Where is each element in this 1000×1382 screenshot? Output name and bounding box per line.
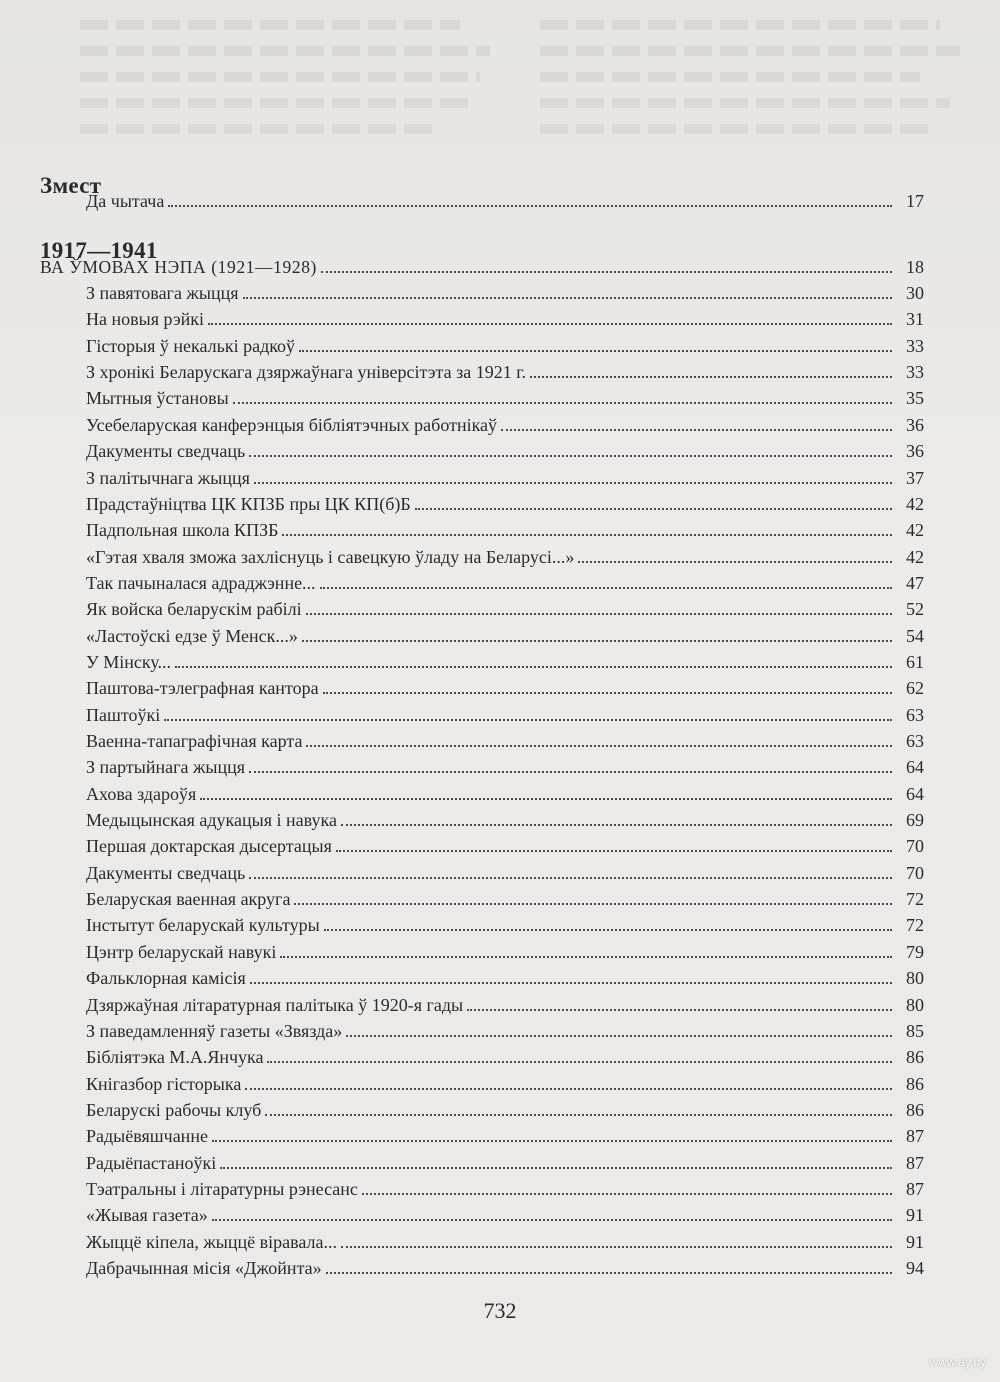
dot-leader	[280, 956, 892, 958]
dot-leader	[415, 508, 892, 510]
toc-entry-title: Бібліятэка М.А.Янчука	[86, 1047, 264, 1068]
toc-entry-page: 42	[906, 520, 924, 541]
toc-entry-page: 91	[906, 1231, 924, 1252]
toc-entry-title: Дзяржаўная літаратурная палітыка ў 1920-я гады	[86, 994, 464, 1015]
dot-leader	[306, 613, 892, 615]
toc-entry-page: 86	[906, 1099, 924, 1120]
toc-section-page: 18	[906, 257, 924, 277]
toc-entry-title: Да чытача	[86, 191, 165, 211]
toc-entry-title: Так пачыналася адраджэнне...	[86, 572, 316, 593]
toc-entry-page: 69	[906, 810, 924, 830]
toc-entry	[86, 594, 924, 620]
page-number: 732	[483, 1298, 517, 1323]
toc-entry	[86, 752, 924, 778]
toc-entry-title: «Жывая газета»	[86, 1205, 208, 1226]
toc-entry-title: Ахова здароўя	[86, 783, 197, 804]
toc-entry	[86, 436, 924, 462]
dot-leader	[341, 824, 892, 826]
toc-entry	[86, 1148, 924, 1174]
dot-leader	[175, 666, 892, 668]
toc-entry	[86, 884, 924, 910]
toc-entry	[86, 383, 924, 409]
toc-entry-title: З партыйнага жыцця	[86, 757, 246, 778]
toc-entry-title: З палітычнага жыцця	[86, 467, 250, 488]
dot-leader	[254, 482, 892, 484]
toc-entry-title: Беларускі рабочы клуб	[86, 1099, 262, 1120]
toc-entry-title: Тэатральны і літаратурны рэнесанс	[86, 1178, 358, 1199]
toc-entry-page: 85	[906, 1020, 924, 1041]
toc-entry	[86, 1174, 924, 1200]
contents-heading: Змест	[40, 173, 102, 198]
dot-leader	[530, 376, 892, 378]
toc-entry-page: 33	[906, 362, 924, 383]
toc-entry-title: На новыя рэйкі	[86, 309, 205, 330]
toc-entry-title: Першая доктарская дысертацыя	[86, 836, 332, 857]
toc-entry-page: 61	[906, 651, 924, 672]
toc-entry	[86, 1200, 924, 1226]
toc-entry-title: Цэнтр беларускай навукі	[86, 941, 277, 962]
toc-entry	[86, 621, 924, 647]
dot-leader	[233, 402, 892, 404]
dot-leader	[168, 205, 892, 207]
dot-leader	[302, 640, 892, 642]
toc-entry	[86, 331, 924, 357]
toc-entry-title: Фальклорная камісія	[86, 968, 246, 989]
dot-leader	[299, 350, 892, 352]
dot-leader	[249, 771, 892, 773]
dot-leader	[501, 429, 892, 431]
toc-entry	[86, 1227, 924, 1253]
dot-leader	[245, 1088, 892, 1090]
dot-leader	[362, 1193, 892, 1195]
toc-entry-page: 72	[906, 889, 924, 910]
toc-entry	[86, 410, 924, 436]
bleed-through-text	[40, 0, 980, 165]
dot-leader	[265, 1114, 892, 1116]
dot-leader	[320, 587, 892, 589]
dot-leader	[346, 1035, 892, 1037]
watermark: www.ay.by	[929, 1355, 986, 1369]
toc-entry	[86, 858, 924, 884]
toc-entry	[86, 568, 924, 594]
toc-entry-title: З павятовага жыцця	[86, 283, 239, 303]
toc-entry-title: Медыцынская адукацыя і навука	[86, 810, 337, 830]
toc-entry	[86, 1253, 924, 1279]
toc-entry-title: Прадстаўніцтва ЦК КПЗБ пры ЦК КП(б)Б	[86, 493, 411, 514]
toc-entry-title: З паведамленняў газеты «Звязда»	[86, 1020, 343, 1041]
dot-leader	[212, 1140, 892, 1142]
toc-entry-page: 52	[906, 599, 924, 620]
dot-leader	[282, 534, 892, 536]
toc-entry	[86, 831, 924, 857]
toc-entry-title: «Гэтая хваля зможа захліснуць і савецкую ўладу на Беларусі...»	[86, 546, 575, 567]
toc-entry	[86, 304, 924, 330]
toc-entry-title: Як войска беларускім рабілі	[86, 599, 302, 620]
toc-entry	[86, 647, 924, 673]
toc-entry-title: «Ластоўскі едзе ў Менск...»	[86, 625, 298, 646]
toc-entry-title: З хронікі Беларускага дзяржаўнага універсітэта за 1921 г.	[86, 362, 527, 383]
dot-leader	[212, 1219, 892, 1221]
toc-entry	[86, 278, 924, 304]
dot-leader	[250, 982, 892, 984]
toc-entry-page: 36	[906, 441, 924, 462]
toc-entry-page: 37	[906, 467, 924, 488]
toc-entry-page: 64	[906, 783, 924, 804]
toc-entry	[86, 779, 924, 805]
toc-entry-page: 62	[906, 678, 924, 699]
toc-entry-title: Радыёвяшчанне	[86, 1126, 208, 1147]
toc-entry	[86, 1016, 924, 1042]
toc-entry	[86, 673, 924, 699]
dot-leader	[243, 297, 892, 299]
toc-entry	[86, 700, 924, 726]
toc-entry-title: Радыёпастаноўкі	[86, 1152, 217, 1173]
toc-entry-title: Дабрачынная місія «Джойнта»	[86, 1258, 322, 1278]
dot-leader	[294, 903, 892, 905]
toc-entry	[86, 515, 924, 541]
toc-entry	[86, 1069, 924, 1095]
dot-leader	[267, 1061, 892, 1063]
toc-entry-title: Кнігазбор гісторыка	[86, 1073, 242, 1094]
dot-leader	[249, 455, 892, 457]
toc-section-heading	[40, 252, 924, 278]
dot-leader	[578, 561, 892, 563]
toc-section-title: ВА ЎМОВАХ НЭПА (1921—1928)	[40, 257, 317, 277]
toc-entry-title: У Мінску...	[86, 651, 172, 672]
toc-entry	[86, 990, 924, 1016]
toc-entry-page: 42	[906, 546, 924, 567]
toc-entry-page: 86	[906, 1073, 924, 1094]
toc-entry	[86, 1095, 924, 1121]
toc-entry-page: 70	[906, 836, 924, 857]
dot-leader	[323, 692, 892, 694]
toc-entry-title: Падпольная школа КПЗБ	[86, 520, 279, 541]
toc-entry-title: Гісторыя ў некалькі радкоў	[86, 335, 296, 356]
toc-entry	[86, 463, 924, 489]
dot-leader	[467, 1009, 892, 1011]
toc-entry-page: 80	[906, 994, 924, 1015]
toc-entry-page: 47	[906, 572, 924, 593]
toc-entry-page: 79	[906, 941, 924, 962]
toc-entry-page: 17	[906, 191, 924, 211]
toc-entry	[86, 805, 924, 831]
toc-entry-title: Паштоўкі	[86, 704, 161, 725]
toc-entry-page: 72	[906, 915, 924, 936]
toc-entry-page: 54	[906, 625, 924, 646]
dot-leader	[249, 877, 892, 879]
toc-entry-title: Дакументы сведчаць	[86, 441, 246, 462]
dot-leader	[306, 745, 892, 747]
toc-entry	[86, 357, 924, 383]
toc-entry-title: Мытныя ўстановы	[86, 388, 229, 409]
toc-entry-title: Інстытут беларускай культуры	[86, 915, 320, 936]
toc-entry-page: 36	[906, 414, 924, 435]
toc-entry	[86, 489, 924, 515]
toc-entry-title: Беларуская ваенная акруга	[86, 889, 291, 910]
toc-entry	[86, 1042, 924, 1068]
toc-entry-title: Паштова-тэлеграфная кантора	[86, 678, 319, 699]
dot-leader	[164, 719, 892, 721]
toc-entry-page: 87	[906, 1126, 924, 1147]
toc-entry-page: 63	[906, 704, 924, 725]
toc-entry-page: 94	[906, 1258, 924, 1278]
toc-entry-page: 42	[906, 493, 924, 514]
dot-leader	[200, 798, 892, 800]
toc-entry	[86, 1121, 924, 1147]
toc-entry-page: 91	[906, 1205, 924, 1226]
toc-entry	[86, 726, 924, 752]
dot-leader	[324, 929, 892, 931]
toc-entry-preface	[86, 186, 924, 212]
toc-entry-page: 35	[906, 388, 924, 409]
dot-leader	[326, 1272, 892, 1274]
toc-entry	[86, 937, 924, 963]
toc-entry-page: 70	[906, 862, 924, 883]
toc-entry	[86, 542, 924, 568]
toc-entry	[86, 963, 924, 989]
toc-entry-page: 87	[906, 1178, 924, 1199]
toc-entry-title: Усебеларуская канферэнцыя бібліятэчных работнікаў	[86, 414, 498, 435]
toc-entry-title: Ваенна-тапаграфічная карта	[86, 731, 303, 751]
toc-entry-title: Жыццё кіпела, жыццё віравала...	[86, 1231, 337, 1252]
dot-leader	[208, 323, 892, 325]
toc-entry-title: Дакументы сведчаць	[86, 862, 246, 883]
toc-entry-page: 64	[906, 757, 924, 778]
toc-entry-page: 33	[906, 335, 924, 356]
toc-entry-page: 30	[906, 283, 924, 303]
dot-leader	[336, 850, 892, 852]
dot-leader	[321, 271, 892, 273]
toc-entry	[86, 910, 924, 936]
toc-entry-page: 31	[906, 309, 924, 330]
toc-entry-page: 87	[906, 1152, 924, 1173]
toc-entry-page: 86	[906, 1047, 924, 1068]
period-heading: 1917—1941	[40, 238, 158, 263]
dot-leader	[341, 1246, 892, 1248]
dot-leader	[220, 1167, 892, 1169]
toc-entry-page: 80	[906, 968, 924, 989]
toc-entry-page: 63	[906, 731, 924, 751]
